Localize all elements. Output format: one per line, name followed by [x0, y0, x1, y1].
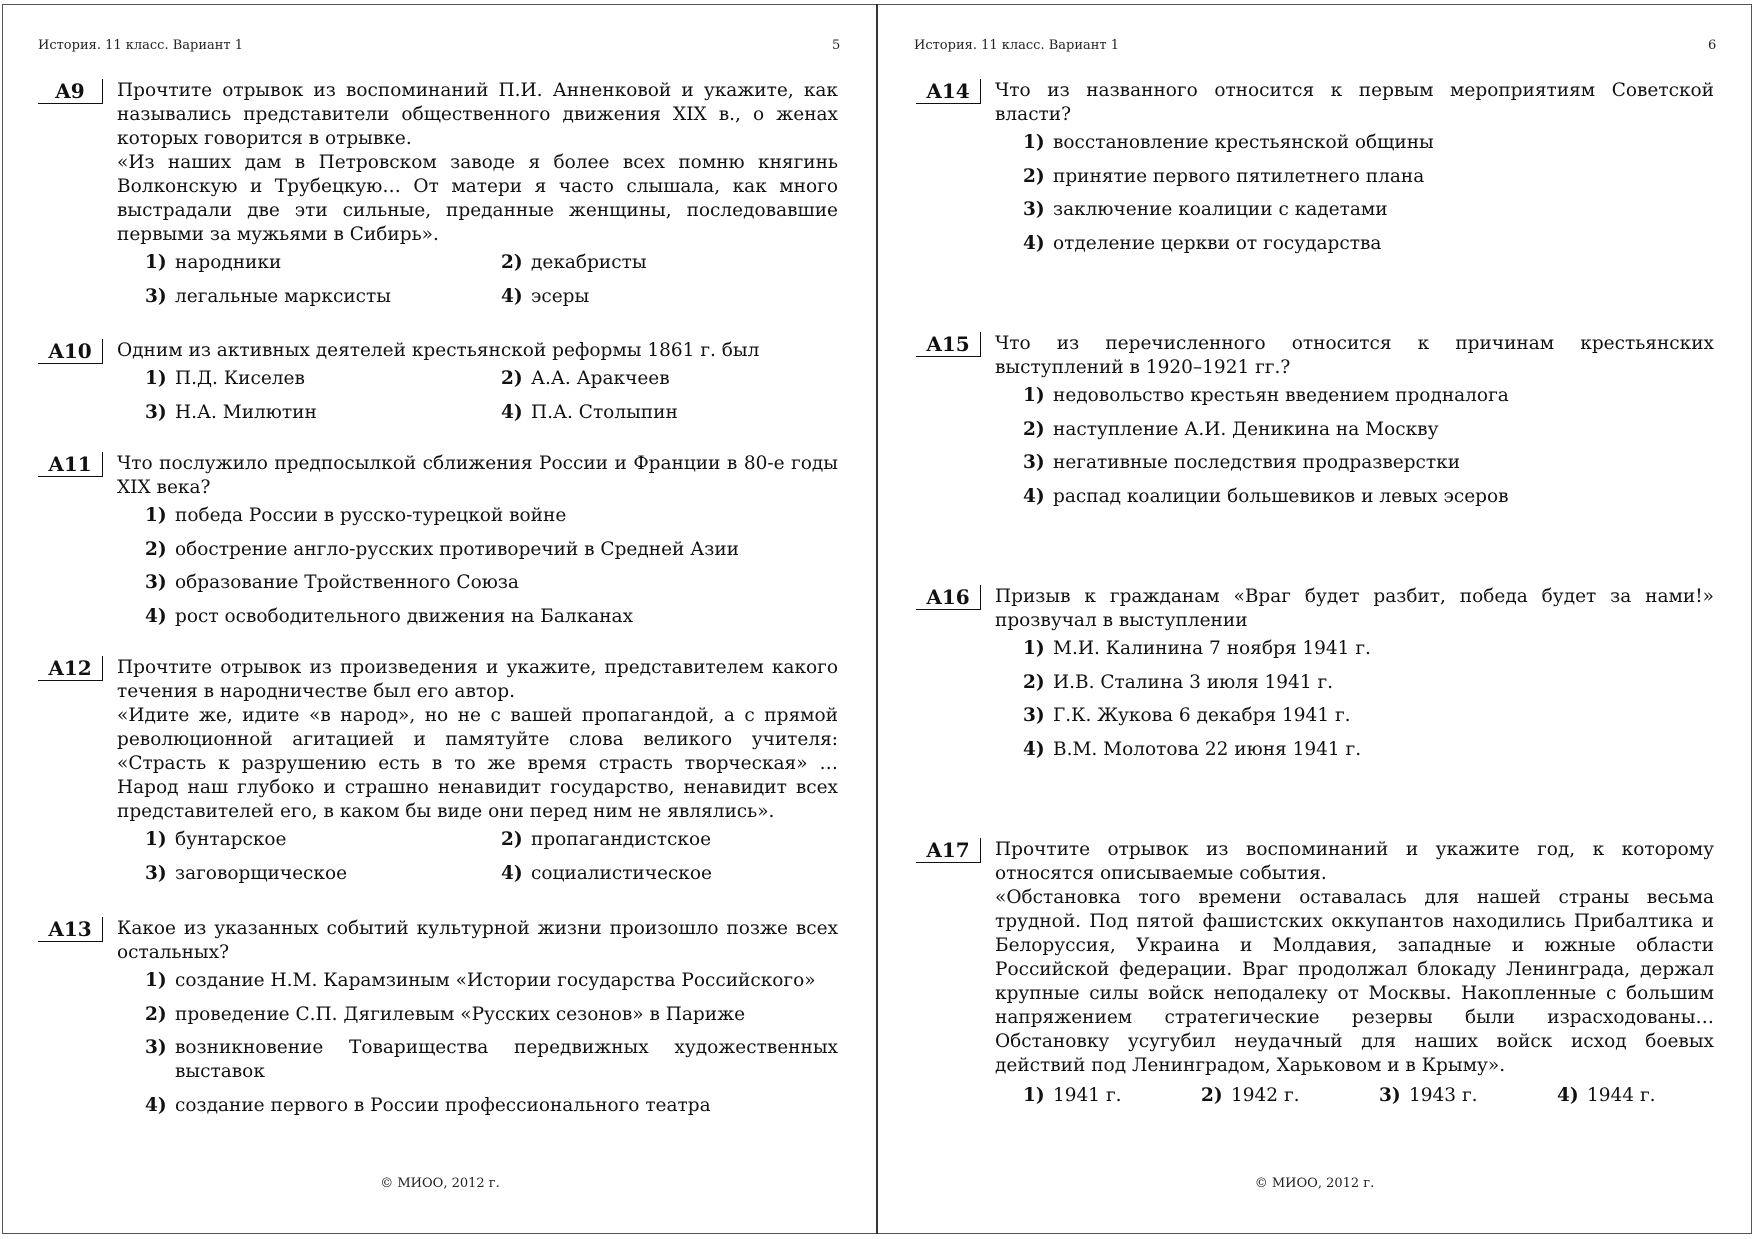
option-text: И.В. Сталина 3 июля 1941 г. — [1053, 671, 1334, 693]
option-text: создание первого в России профессионального театра — [175, 1094, 711, 1116]
answer-option[interactable] — [1023, 671, 1714, 695]
option-text: образование Тройственного Союза — [175, 572, 519, 593]
answer-option[interactable] — [145, 862, 501, 886]
option-number: 2) — [1201, 1085, 1223, 1106]
left-page-number: 5 — [832, 38, 841, 53]
task-quote: «Обстановка того времени оставалась для нашей страны весьма трудной. Под пятой фашистских оккупантов находились Прибалтика и Белоруссия, Украина и Молдавия, западные и южные области Российской федерации. Враг продолжал блокаду Ленинграда, держал крупные силы войск неподалеку от Москвы. Накопленные с большим напряжением стратегические резервы были израсходованы… Обстановку усугубил неудачный для наших войск исход боевых действий под Ленинградом, Харьковом и в Крыму». — [995, 887, 1714, 1076]
task-question: Прочтите отрывок из произведения и укажите, представителем какого течения в народничестве был его автор. — [117, 657, 838, 702]
option-text: Г.К. Жукова 6 декабря 1941 г. — [1053, 705, 1351, 726]
option-number: 1) — [145, 970, 167, 991]
answer-option[interactable] — [1023, 232, 1714, 256]
answer-option[interactable] — [145, 605, 838, 629]
task-id: A11 — [38, 452, 103, 477]
answer-option[interactable] — [501, 828, 838, 852]
option-text: негативные последствия продразверстки — [1053, 452, 1461, 473]
option-text: распад коалиции большевиков и левых эсеров — [1053, 485, 1509, 507]
option-number: 3) — [1023, 452, 1045, 473]
task-a13 — [38, 917, 838, 1127]
answer-option[interactable] — [1023, 198, 1714, 222]
answer-options — [145, 251, 838, 309]
task-a12 — [38, 656, 838, 886]
option-text: недовольство крестьян введением продналога — [1053, 385, 1509, 406]
option-text: рост освободительного движения на Балканах — [175, 605, 634, 627]
answer-option[interactable] — [145, 1036, 838, 1084]
option-number: 2) — [501, 829, 523, 850]
option-text: социалистическое — [531, 862, 712, 884]
answer-option[interactable] — [501, 251, 838, 275]
option-number: 1) — [145, 829, 167, 850]
option-number: 4) — [1023, 738, 1045, 760]
option-number: 4) — [1557, 1085, 1579, 1106]
option-text: народники — [175, 252, 282, 273]
answer-option[interactable] — [1023, 165, 1714, 189]
option-text: легальные марксисты — [175, 285, 391, 307]
option-text: обострение англо-русских противоречий в Средней Азии — [175, 538, 740, 560]
option-number: 3) — [1379, 1085, 1401, 1106]
answer-option[interactable] — [501, 862, 838, 886]
option-number: 1) — [1023, 638, 1045, 659]
option-text: П.Д. Киселев — [175, 368, 305, 389]
task-a11 — [38, 452, 838, 638]
answer-option[interactable] — [145, 1094, 838, 1118]
answer-option[interactable] — [145, 1003, 838, 1027]
task-id: A12 — [38, 656, 103, 681]
option-number: 3) — [145, 401, 167, 423]
answer-options — [145, 504, 838, 629]
task-question: Что из перечисленного относится к причинам крестьянских выступлений в 1920–1921 гг.? — [995, 333, 1714, 378]
task-a16 — [916, 585, 1714, 771]
option-text: создание Н.М. Карамзиным «Истории государства Российского» — [175, 970, 816, 991]
option-text: 1943 г. — [1409, 1085, 1478, 1106]
answer-option[interactable] — [501, 401, 838, 425]
task-quote: «Идите же, идите «в народ», но не с вашей пропагандой, а с прямой революционной агитацией и памятуйте слова великого учителя: «Страсть к разрушению есть в то же время страсть творческая» … Народ наш глубоко и страшно ненавидит государство, ненавидит всех представителей его, в каком бы виде они перед ним не являлись». — [117, 705, 838, 822]
task-question: Прочтите отрывок из воспоминаний П.И. Анненковой и укажите, как назывались представители общественного движения XIX в., о женах которых говорится в отрывке. — [117, 80, 838, 149]
option-text: проведение С.П. Дягилевым «Русских сезонов» в Париже — [175, 1003, 746, 1025]
answer-option[interactable] — [1023, 418, 1714, 442]
task-a9 — [38, 79, 838, 309]
page-divider — [876, 4, 878, 1234]
task-id: A9 — [38, 79, 103, 104]
option-text: 1944 г. — [1587, 1085, 1656, 1106]
option-text: возникновение Товарищества передвижных художественных выставок — [175, 1037, 838, 1082]
answer-option[interactable] — [145, 571, 838, 595]
option-number: 4) — [501, 401, 523, 423]
answer-option[interactable] — [1023, 451, 1714, 475]
answer-option[interactable] — [501, 367, 838, 391]
option-number: 1) — [1023, 1085, 1045, 1106]
task-a14 — [916, 79, 1714, 265]
answer-option[interactable] — [1023, 738, 1714, 762]
task-question: Прочтите отрывок из воспоминаний и укажите год, к которому относятся описываемые события. — [995, 839, 1714, 884]
option-number: 1) — [1023, 385, 1045, 406]
task-a10 — [38, 339, 838, 425]
option-number: 4) — [145, 1094, 167, 1116]
option-text: Н.А. Милютин — [175, 401, 317, 423]
option-text: П.А. Столыпин — [531, 401, 678, 423]
left-page-footer: © МИОО, 2012 г. — [380, 1176, 500, 1191]
option-text: 1942 г. — [1231, 1085, 1300, 1106]
option-number: 2) — [145, 538, 167, 560]
option-text: победа России в русско-турецкой войне — [175, 505, 567, 526]
answer-option[interactable] — [1023, 131, 1714, 155]
task-id: A10 — [38, 339, 103, 364]
option-text: эсеры — [531, 285, 590, 307]
right-page-header: История. 11 класс. Вариант 1 — [914, 38, 1120, 53]
task-question: Какое из указанных событий культурной жизни произошло позже всех остальных? — [117, 918, 838, 963]
option-number: 2) — [1023, 671, 1045, 693]
option-number: 2) — [501, 252, 523, 273]
option-number: 3) — [145, 572, 167, 593]
task-question: Одним из активных деятелей крестьянской реформы 1861 г. был — [117, 340, 760, 361]
option-text: М.И. Калинина 7 ноября 1941 г. — [1053, 638, 1371, 659]
option-number: 4) — [501, 862, 523, 884]
option-text: пропагандистское — [531, 829, 712, 850]
option-number: 1) — [145, 252, 167, 273]
option-text: принятие первого пятилетнего плана — [1053, 165, 1425, 187]
option-number: 2) — [1023, 418, 1045, 440]
answer-option[interactable] — [145, 504, 838, 528]
answer-options — [1023, 637, 1714, 762]
option-text: наступление А.И. Деникина на Москву — [1053, 418, 1439, 440]
answer-option[interactable] — [1023, 637, 1714, 661]
answer-option[interactable] — [1023, 1084, 1201, 1108]
option-number: 3) — [1023, 199, 1045, 220]
option-number: 4) — [1023, 232, 1045, 254]
answer-options — [1023, 131, 1714, 256]
answer-option[interactable] — [1379, 1084, 1557, 1108]
answer-option[interactable] — [145, 401, 501, 425]
option-text: бунтарское — [175, 829, 287, 850]
option-number: 2) — [501, 368, 523, 389]
task-question: Что послужило предпосылкой сближения России и Франции в 80-е годы XIX века? — [117, 453, 838, 498]
right-page-footer: © МИОО, 2012 г. — [1254, 1176, 1375, 1191]
task-question: Призыв к гражданам «Враг будет разбит, победа будет за нами!» прозвучал в выступлении — [995, 586, 1714, 631]
answer-option[interactable] — [145, 538, 838, 562]
option-number: 4) — [1023, 485, 1045, 507]
option-text: 1941 г. — [1053, 1085, 1122, 1106]
task-quote: «Из наших дам в Петровском заводе я более всех помню княгинь Волконскую и Трубецкую… От матери я часто слышала, как много выстрадали две эти сильные, преданные женщины, последовавшие первыми за мужьями в Сибирь». — [117, 152, 838, 245]
answer-option[interactable] — [145, 251, 501, 275]
answer-options — [145, 969, 838, 1118]
answer-option[interactable] — [145, 285, 501, 309]
answer-option[interactable] — [1201, 1084, 1379, 1108]
option-number: 4) — [501, 285, 523, 307]
option-number: 2) — [145, 1003, 167, 1025]
answer-options — [1023, 1084, 1714, 1108]
option-text: заключение коалиции с кадетами — [1053, 199, 1388, 220]
answer-option[interactable] — [1023, 384, 1714, 408]
option-number: 1) — [145, 368, 167, 389]
answer-option[interactable] — [1023, 704, 1714, 728]
option-text: В.М. Молотова 22 июня 1941 г. — [1053, 738, 1362, 760]
option-number: 3) — [145, 862, 167, 884]
task-id: A14 — [916, 79, 981, 104]
option-text: восстановление крестьянской общины — [1053, 132, 1434, 153]
left-page-header: История. 11 класс. Вариант 1 — [38, 38, 244, 53]
option-number: 3) — [1023, 705, 1045, 726]
answer-option[interactable] — [145, 969, 838, 993]
option-number: 1) — [1023, 132, 1045, 153]
answer-option[interactable] — [501, 285, 838, 309]
task-id: A16 — [916, 585, 981, 610]
option-text: А.А. Аракчеев — [531, 368, 670, 389]
option-text: отделение церкви от государства — [1053, 232, 1382, 254]
option-text: заговорщическое — [175, 862, 348, 884]
option-number: 3) — [145, 1037, 167, 1058]
task-a15 — [916, 332, 1714, 518]
option-number: 2) — [1023, 165, 1045, 187]
answer-option[interactable] — [1557, 1084, 1735, 1108]
option-number: 4) — [145, 605, 167, 627]
option-text: декабристы — [531, 252, 647, 273]
task-id: A15 — [916, 332, 981, 357]
answer-options — [145, 367, 838, 425]
answer-option[interactable] — [1023, 485, 1714, 509]
answer-option[interactable] — [145, 828, 501, 852]
answer-options — [145, 828, 838, 886]
option-number: 3) — [145, 285, 167, 307]
task-a17 — [916, 838, 1714, 1108]
option-number: 1) — [145, 505, 167, 526]
task-question: Что из названного относится к первым мероприятиям Советской власти? — [995, 80, 1714, 125]
answer-options — [1023, 384, 1714, 509]
task-id: A17 — [916, 838, 981, 863]
answer-option[interactable] — [145, 367, 501, 391]
right-page-number: 6 — [1708, 38, 1717, 53]
task-id: A13 — [38, 917, 103, 942]
